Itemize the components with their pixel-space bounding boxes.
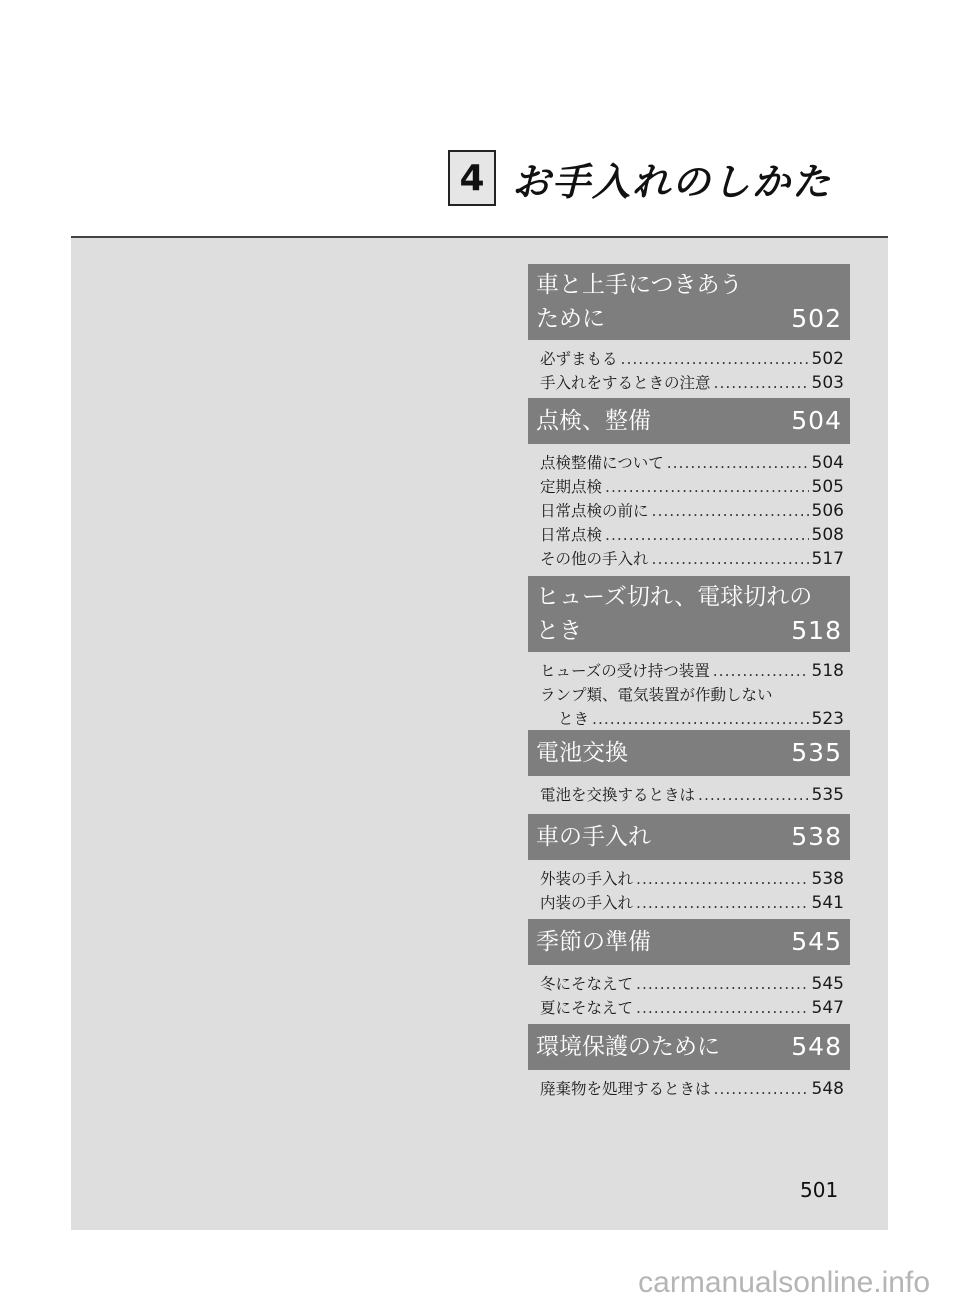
entry-label: 点検整備について: [540, 454, 664, 472]
toc-section-environment: [528, 1024, 850, 1101]
toc-section-inspection: [528, 398, 850, 571]
toc-section-fuse-bulb: [528, 576, 850, 731]
toc-entry[interactable]: [540, 1077, 844, 1101]
section-title: 環境保護のために: [536, 1034, 720, 1060]
section-header[interactable]: [528, 814, 850, 860]
entry-label: ヒューズの受け持つ装置: [540, 662, 710, 680]
entry-label: その他の手入れ: [540, 550, 649, 568]
entry-page: 508: [811, 525, 844, 545]
entry-label: 手入れをするときの注意: [540, 374, 711, 392]
toc-entry[interactable]: [540, 659, 844, 683]
toc-entry[interactable]: [540, 547, 844, 571]
section-header[interactable]: [528, 1024, 850, 1070]
toc-entry[interactable]: [540, 371, 844, 395]
entry-page: 538: [811, 869, 844, 889]
entry-page: 518: [811, 661, 844, 681]
entry-page: 503: [811, 373, 844, 393]
dot-leader: [621, 347, 809, 371]
entry-label: 日常点検の前に: [540, 502, 649, 520]
toc-entry[interactable]: [540, 783, 844, 807]
dot-leader: [713, 659, 809, 683]
section-page: 502: [791, 304, 842, 333]
toc-entry[interactable]: [540, 451, 844, 475]
section-title: 車の手入れ: [536, 824, 651, 850]
entry-label: 冬にそなえて: [540, 975, 634, 993]
page-number: 501: [800, 1178, 839, 1202]
section-page: 518: [791, 616, 842, 645]
entry-page: 547: [811, 998, 844, 1018]
dot-leader: [667, 451, 809, 475]
dot-leader: [636, 867, 809, 891]
section-title: 点検、整備: [536, 408, 651, 434]
toc-section-care-basics: [528, 264, 850, 395]
entry-label: 日常点検: [540, 526, 603, 544]
section-title-line2: ために: [536, 306, 605, 332]
section-header[interactable]: [528, 576, 850, 652]
entry-page: 523: [811, 709, 844, 729]
dot-leader: [698, 783, 809, 807]
chapter-header: [448, 148, 832, 208]
dot-leader: [636, 891, 809, 915]
toc-entry[interactable]: [540, 867, 844, 891]
toc-section-battery: [528, 730, 850, 807]
entry-label: 必ずまもる: [540, 350, 618, 368]
toc-entry-multiline[interactable]: [540, 683, 844, 731]
entry-label-line1: ランプ類、電気装置が作動しない: [540, 686, 773, 704]
dot-leader: [636, 996, 809, 1020]
toc-entry[interactable]: [540, 891, 844, 915]
chapter-title: お手入れのしかた: [512, 159, 833, 204]
entry-label: 電池を交換するときは: [540, 786, 696, 804]
section-header[interactable]: [528, 919, 850, 965]
entry-page: 535: [811, 785, 844, 805]
entry-label-line2: とき: [558, 710, 590, 728]
entry-page: 504: [811, 453, 844, 473]
toc-entry[interactable]: [540, 499, 844, 523]
entry-page: 505: [811, 477, 844, 497]
dot-leader: [714, 1077, 809, 1101]
toc-entry[interactable]: [540, 996, 844, 1020]
entry-label: 夏にそなえて: [540, 999, 634, 1017]
entry-label: 外装の手入れ: [540, 870, 634, 888]
section-page: 504: [791, 406, 842, 435]
dot-leader: [605, 475, 809, 499]
toc-section-seasonal: [528, 919, 850, 1020]
toc-entry[interactable]: [540, 523, 844, 547]
section-page: 545: [791, 927, 842, 956]
section-title: 電池交換: [536, 740, 628, 766]
entry-label: 廃棄物を処理するときは: [540, 1080, 711, 1098]
section-header[interactable]: [528, 398, 850, 444]
toc-entry[interactable]: [540, 475, 844, 499]
entry-page: 548: [811, 1079, 844, 1099]
entry-page: 517: [811, 549, 844, 569]
section-header[interactable]: [528, 264, 850, 340]
dot-leader: [714, 371, 809, 395]
section-header[interactable]: [528, 730, 850, 776]
section-title-line2: とき: [536, 618, 582, 644]
entry-page: 545: [811, 974, 844, 994]
section-page: 548: [791, 1032, 842, 1061]
dot-leader: [652, 547, 809, 571]
entry-page: 502: [811, 349, 844, 369]
dot-leader: [592, 707, 809, 731]
dot-leader: [605, 523, 809, 547]
dot-leader: [652, 499, 809, 523]
toc-entry[interactable]: [540, 347, 844, 371]
chapter-number-badge: 4: [448, 150, 496, 206]
entry-label: 定期点検: [540, 478, 603, 496]
toc-section-car-care: [528, 814, 850, 915]
section-title: 季節の準備: [536, 929, 651, 955]
toc-entry[interactable]: [540, 972, 844, 996]
section-title-line1: 車と上手につきあう: [536, 272, 743, 298]
section-title-line1: ヒューズ切れ、電球切れの: [536, 584, 813, 610]
section-page: 535: [791, 738, 842, 767]
section-page: 538: [791, 822, 842, 851]
dot-leader: [636, 972, 809, 996]
entry-label: 内装の手入れ: [540, 894, 634, 912]
entry-page: 506: [811, 501, 844, 521]
watermark: carmanualsonline.info: [638, 1266, 930, 1299]
entry-page: 541: [811, 893, 844, 913]
